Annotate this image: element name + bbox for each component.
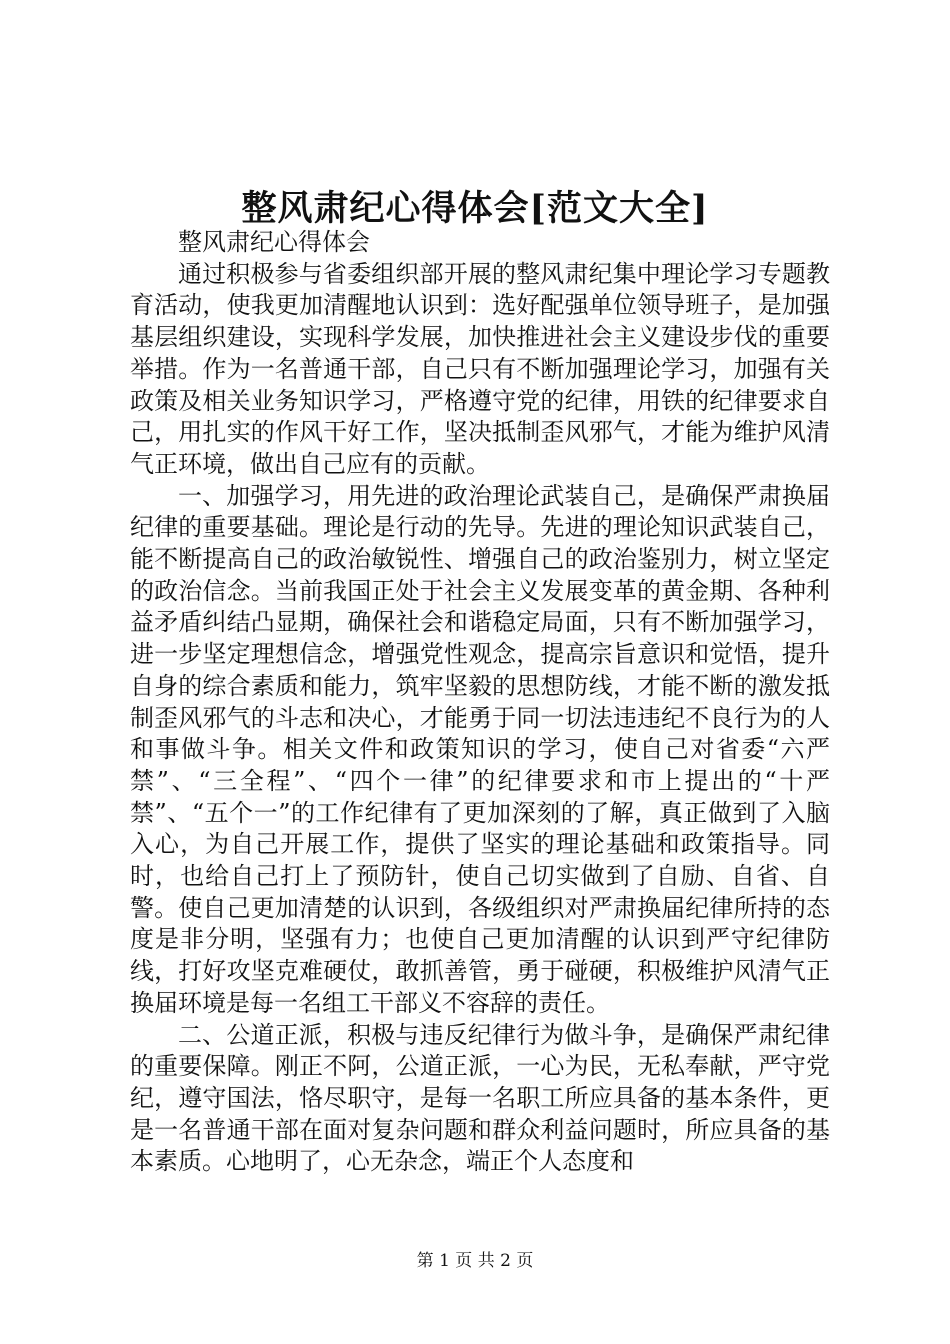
subtitle-paragraph: 整风肃纪心得体会 (178, 228, 370, 256)
page-number-footer: 第 1 页 共 2 页 (416, 1251, 534, 1271)
document-body (130, 227, 830, 1178)
document-title: 整风肃纪心得体会[范文大全] (241, 188, 709, 229)
section-one-paragraph: 一、加强学习，用先进的政治理论武装自己，是确保严肃换届纪律的重要基础。理论是行动的先导。先进的理论知识武装自己，能不断提高自己的政治敏锐性、增强自己的政治鉴别力，树立坚定的政治信念。当前我国正处于社会主义发展变革的黄金期、各种利益矛盾纠结凸显期，确保社会和谐稳定局面，只有不断加强学习，进一步坚定理想信念，增强党性观念，提高宗旨意识和觉悟，提升自身的综合素质和能力，筑牢坚毅的思想防线，才能不断的激发抵制歪风邪气的斗志和决心，才能勇于同一切法违违纪不良行为的人和事做斗争。相关文件和政策知识的学习，使自己对省委“六严禁”、“三全程”、“四个一律”的纪律要求和市上提出的“十严禁”、“五个一”的工作纪律有了更加深刻的了解，真正做到了入脑入心，为自己开展工作，提供了坚实的理论基础和政策指导。同时，也给自己打上了预防针，使自己切实做到了自励、自省、自警。使自己更加清楚的认识到，各级组织对严肃换届纪律所持的态度是非分明，坚强有力；也使自己更加清醒的认识到严守纪律防线，打好攻坚克难硬仗，敢抓善管，勇于碰硬，积极维护风清气正换届环境是每一名组工干部义不容辞的责任。 (130, 481, 830, 1017)
section-two-paragraph: 二、公道正派，积极与违反纪律行为做斗争，是确保严肃纪律的重要保障。刚正不阿，公道正派，一心为民，无私奉献，严守党纪，遵守国法，恪尽职守，是每一名职工所应具备的基本条件，更是一名普通干部在面对复杂问题和群众利益问题时，所应具备的基本素质。心地明了，心无杂念，端正个人态度和 (130, 1020, 830, 1176)
intro-paragraph: 通过积极参与省委组织部开展的整风肃纪集中理论学习专题教育活动，使我更加清醒地认识到：选好配强单位领导班子，是加强基层组织建设，实现科学发展，加快推进社会主义建设步伐的重要举措。作为一名普通干部，自己只有不断加强理论学习，加强有关政策及相关业务知识学习，严格遵守党的纪律，用铁的纪律要求自己，用扎实的作风干好工作，坚决抵制歪风邪气，才能为维护风清气正环境，做出自己应有的贡献。 (130, 259, 830, 478)
